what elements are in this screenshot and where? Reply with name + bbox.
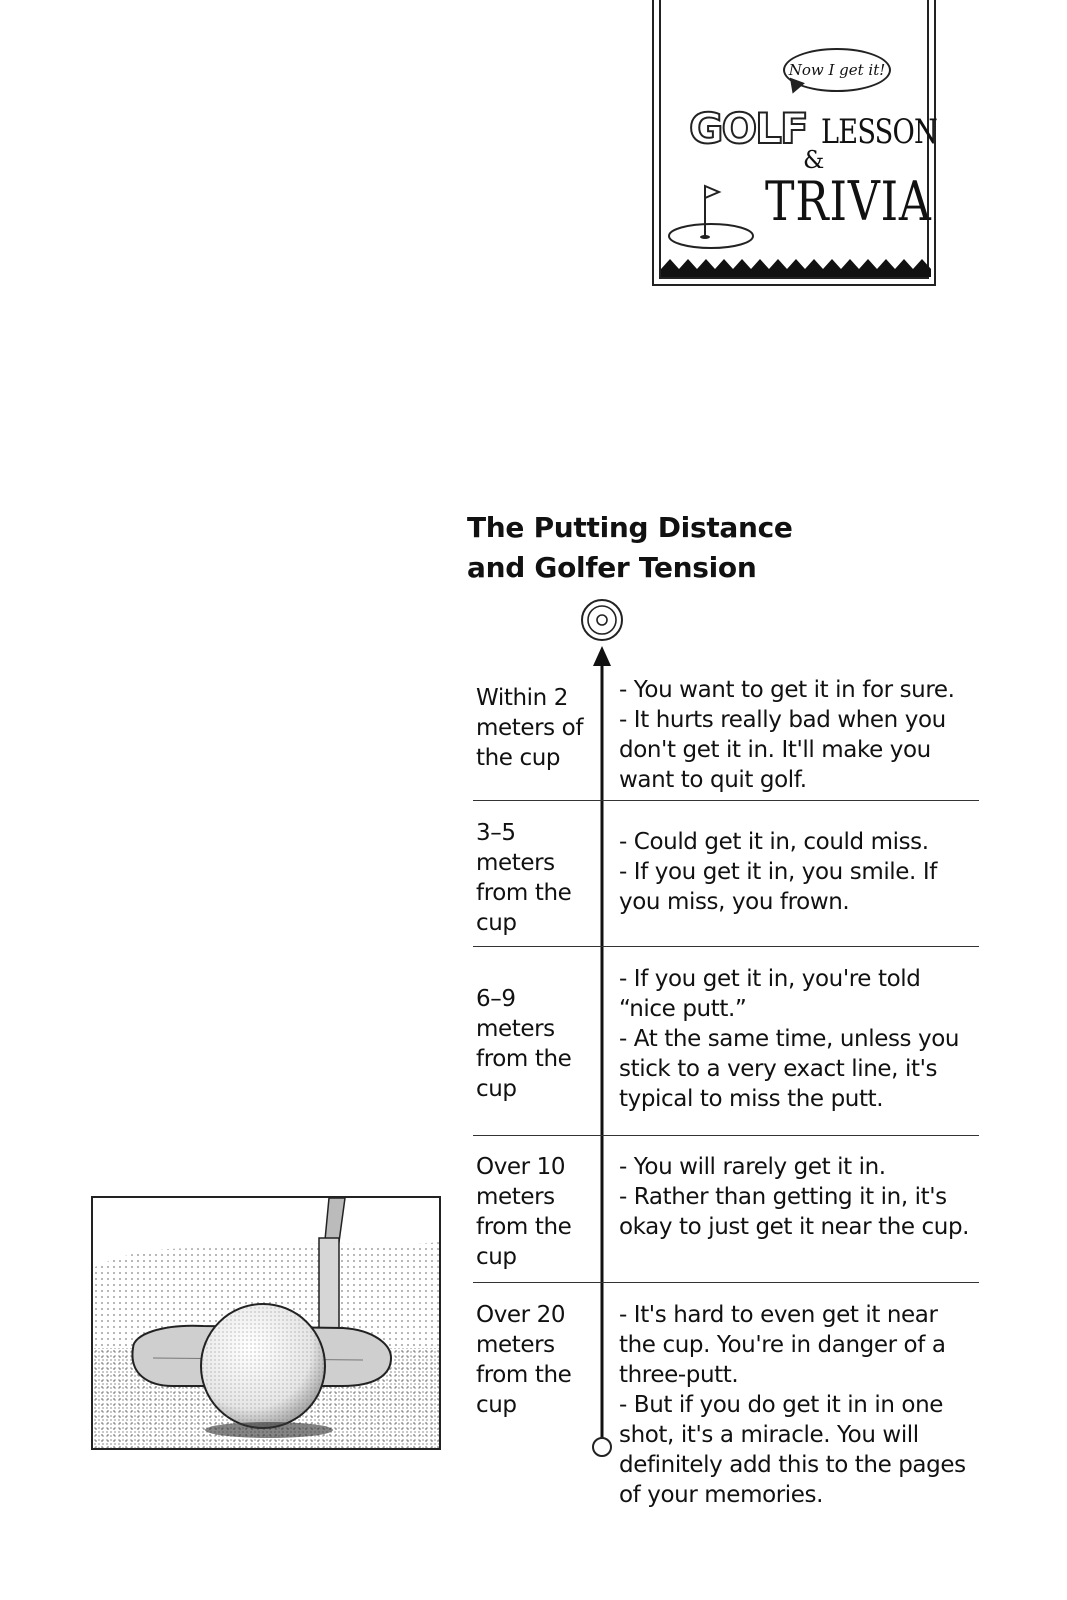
row-divider [473, 1135, 979, 1136]
row-desc-line: - You will rarely get it in. [619, 1154, 886, 1180]
row-label-over-10m: Over 10 meters from the cup [476, 1154, 572, 1270]
golf-lesson-banner [652, 0, 936, 286]
row-desc-line: - But if you do get it in in one shot, it's a miracle. You will definitely add this to the pages of your memories. [619, 1392, 966, 1508]
row-desc-line: - At the same time, unless you stick to a very exact line, it's typical to miss the putt. [619, 1026, 960, 1112]
row-desc-line: - If you get it in, you smile. If you miss, you frown. [619, 859, 937, 915]
banner-trivia-word: TRIVIA [765, 170, 932, 233]
row-desc-3-5m [619, 827, 979, 917]
banner-inner-frame [659, 0, 938, 279]
row-desc-line: - Could get it in, could miss. [619, 829, 929, 855]
row-desc-line: - It's hard to even get it near the cup. You're in danger of a three-putt. [619, 1302, 946, 1388]
banner-lesson-word: LESSON [821, 112, 938, 152]
row-desc-6-9m [619, 964, 979, 1114]
banner-ampersand: & [803, 146, 825, 174]
title-line-1: The Putting Distance [467, 511, 793, 544]
banner-zigzag-border [661, 259, 931, 277]
row-desc-over-10m [619, 1152, 979, 1242]
banner-golf-word: GOLF [689, 104, 807, 153]
row-divider [473, 946, 979, 947]
row-divider [473, 800, 979, 801]
row-desc-line: - If you get it in, you're told “nice putt.” [619, 966, 921, 1022]
row-desc-over-20m [619, 1300, 979, 1510]
row-label-6-9m: 6–9 meters from the cup [476, 986, 572, 1102]
title-line-2: and Golfer Tension [467, 551, 757, 584]
row-label-within-2m: Within 2 meters of the cup [476, 685, 584, 771]
row-label-over-20m: Over 20 meters from the cup [476, 1302, 572, 1418]
speech-bubble-text: Now I get it! [788, 61, 886, 79]
golf-ball-putter-illustration [91, 1196, 441, 1450]
row-desc-line: - Rather than getting it in, it's okay to just get it near the cup. [619, 1184, 970, 1240]
row-desc-within-2m [619, 675, 979, 795]
putter-and-ball-drawing [93, 1198, 439, 1448]
row-desc-line: - You want to get it in for sure. [619, 677, 955, 703]
golf-cup-icon [580, 598, 624, 642]
row-desc-line: - It hurts really bad when you don't get it in. It'll make you want to quit golf. [619, 707, 946, 793]
golf-flag-icon [665, 178, 765, 250]
page-title [467, 508, 887, 588]
row-divider [473, 1282, 979, 1283]
row-label-3-5m: 3–5 meters from the cup [476, 820, 572, 936]
